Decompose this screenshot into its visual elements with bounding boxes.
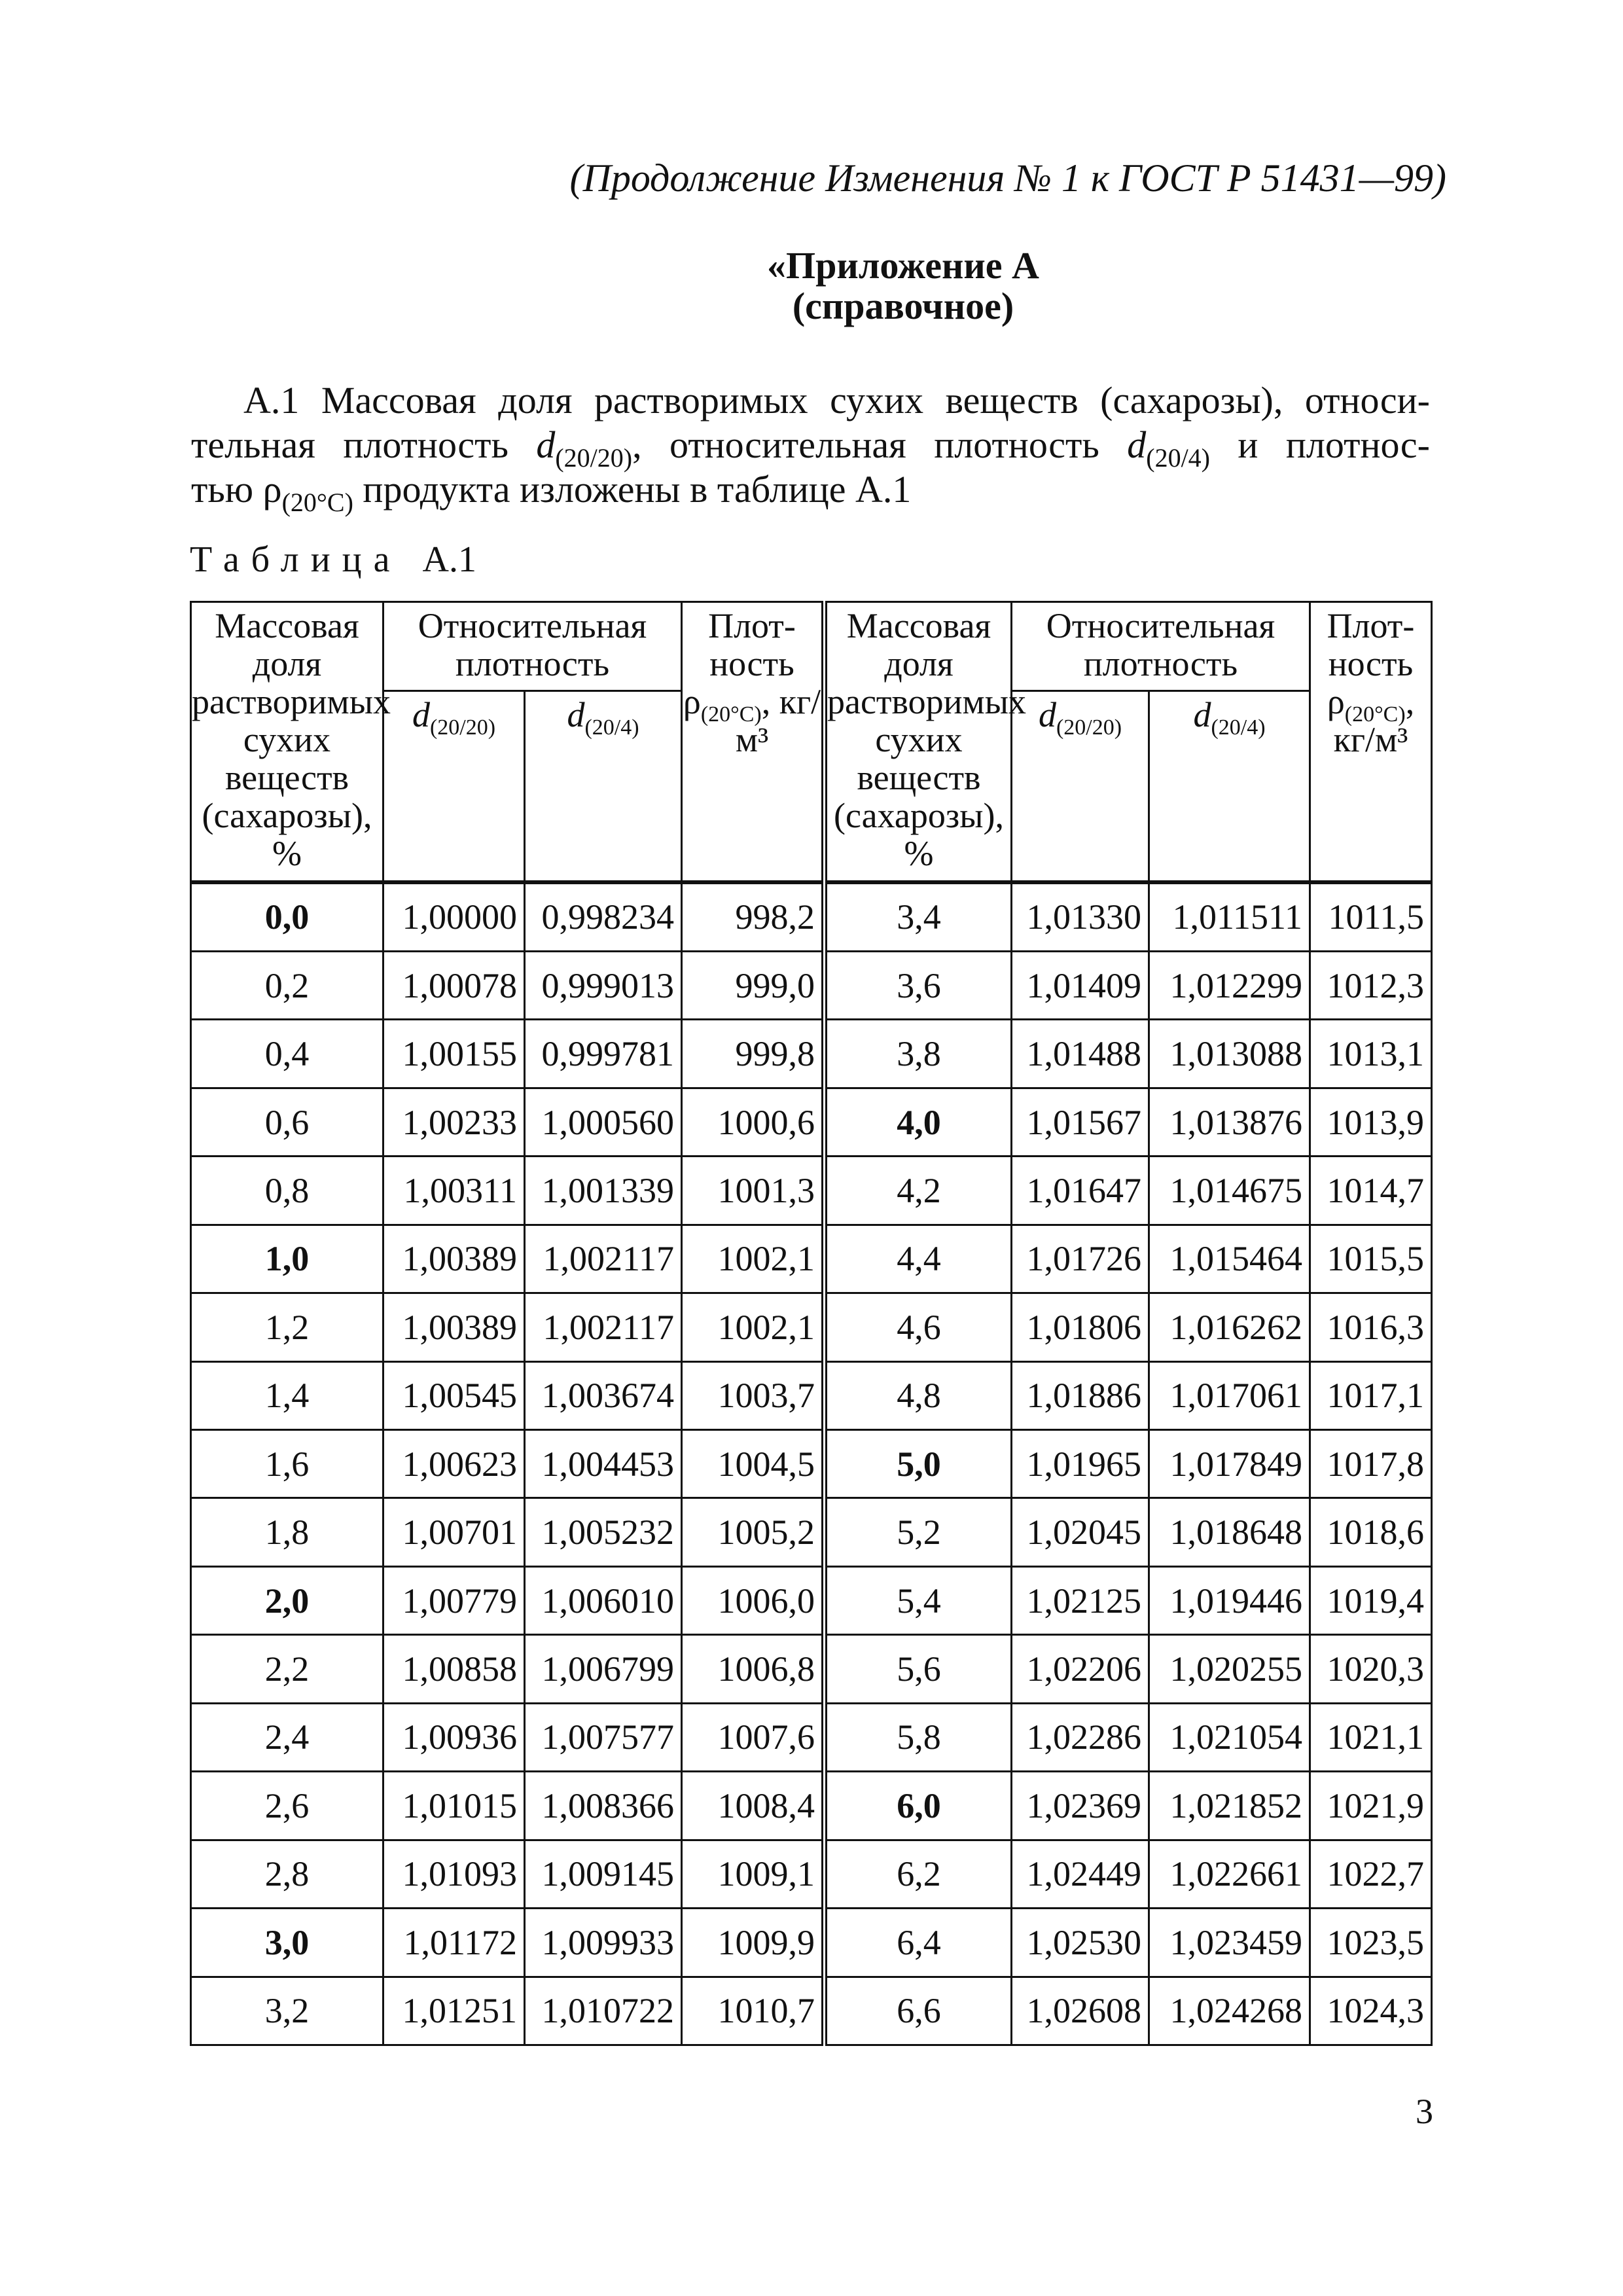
cell-d-20-20: 1,00155 — [383, 1020, 525, 1088]
cell-mass-fraction: 0,0 — [191, 882, 383, 952]
cell-mass-fraction: 0,6 — [191, 1088, 383, 1156]
cell-d-20-20: 1,00233 — [383, 1088, 525, 1156]
d-symbol: d — [567, 695, 585, 734]
cell-d-20-4: 1,017849 — [1149, 1430, 1310, 1498]
density-unit: , кг/м³ — [1333, 682, 1415, 759]
cell-d-20-20: 1,02608 — [1012, 1977, 1149, 2045]
table-row — [191, 951, 1432, 1019]
d-symbol: d — [536, 423, 556, 466]
cell-density: 1017,8 — [1310, 1430, 1432, 1498]
table-row — [191, 1772, 1432, 1840]
cell-d-20-20: 1,02045 — [1012, 1498, 1149, 1566]
cell-d-20-20: 1,01488 — [1012, 1020, 1149, 1088]
cell-mass-fraction: 6,4 — [825, 1909, 1012, 1977]
cell-mass-fraction: 4,8 — [825, 1361, 1012, 1429]
cell-d-20-4: 1,011511 — [1149, 882, 1310, 952]
cell-d-20-4: 0,998234 — [525, 882, 682, 952]
cell-d-20-4: 1,002117 — [525, 1293, 682, 1361]
cell-density: 1013,9 — [1310, 1088, 1432, 1156]
subscript: (20/4) — [1146, 443, 1211, 473]
cell-mass-fraction: 0,8 — [191, 1157, 383, 1225]
cell-d-20-20: 1,01330 — [1012, 882, 1149, 952]
cell-density: 1020,3 — [1310, 1635, 1432, 1703]
cell-density: 999,0 — [682, 951, 825, 1019]
header-mass: Массовая доля растворимых сухих веществ (сахарозы), % — [191, 602, 383, 882]
running-head: (Продолжение Изменения № 1 к ГОСТ Р 51431—99) — [569, 156, 1446, 200]
intro-line-3 — [191, 467, 1430, 517]
subscript: (20/20) — [429, 715, 496, 740]
cell-mass-fraction: 3,6 — [825, 951, 1012, 1019]
cell-density: 1006,0 — [682, 1566, 825, 1634]
table-row — [191, 1020, 1432, 1088]
subscript: (20°C) — [700, 702, 762, 726]
cell-d-20-4: 1,024268 — [1149, 1977, 1310, 2045]
cell-d-20-20: 1,00623 — [383, 1430, 525, 1498]
cell-density: 1003,7 — [682, 1361, 825, 1429]
cell-d-20-20: 1,00389 — [383, 1293, 525, 1361]
header-d-20-20 — [383, 691, 525, 882]
cell-density: 1002,1 — [682, 1225, 825, 1293]
cell-mass-fraction: 3,4 — [825, 882, 1012, 952]
cell-mass-fraction: 2,0 — [191, 1566, 383, 1634]
cell-d-20-4: 1,009933 — [525, 1909, 682, 1977]
cell-mass-fraction: 4,0 — [825, 1088, 1012, 1156]
cell-d-20-20: 1,00000 — [383, 882, 525, 952]
cell-d-20-20: 1,01965 — [1012, 1430, 1149, 1498]
cell-density: 1016,3 — [1310, 1293, 1432, 1361]
cell-density: 1001,3 — [682, 1157, 825, 1225]
table-row — [191, 1840, 1432, 1908]
header-density-unit-line — [683, 683, 821, 759]
cell-d-20-4: 1,005232 — [525, 1498, 682, 1566]
cell-d-20-20: 1,01567 — [1012, 1088, 1149, 1156]
appendix-subtitle: (справочное) — [792, 285, 1014, 327]
cell-d-20-20: 1,01251 — [383, 1977, 525, 2045]
cell-d-20-4: 1,003674 — [525, 1361, 682, 1429]
cell-density: 1008,4 — [682, 1772, 825, 1840]
table-row — [191, 1293, 1432, 1361]
header-density-label: Плот-ность — [708, 606, 796, 683]
cell-d-20-4: 1,004453 — [525, 1430, 682, 1498]
table-row — [191, 1703, 1432, 1771]
rho-symbol: ρ — [683, 682, 701, 721]
table-row — [191, 1157, 1432, 1225]
table-header — [191, 602, 1432, 882]
appendix-title — [0, 245, 1623, 327]
cell-density: 1015,5 — [1310, 1225, 1432, 1293]
d-symbol: d — [412, 695, 430, 734]
cell-d-20-4: 1,006010 — [525, 1566, 682, 1634]
cell-d-20-20: 1,02286 — [1012, 1703, 1149, 1771]
cell-d-20-20: 1,00936 — [383, 1703, 525, 1771]
cell-mass-fraction: 6,6 — [825, 1977, 1012, 2045]
cell-mass-fraction: 0,2 — [191, 951, 383, 1019]
cell-density: 1021,1 — [1310, 1703, 1432, 1771]
cell-density: 998,2 — [682, 882, 825, 952]
cell-mass-fraction: 5,4 — [825, 1566, 1012, 1634]
cell-d-20-4: 1,007577 — [525, 1703, 682, 1771]
intro-paragraph — [191, 378, 1430, 517]
cell-density: 1022,7 — [1310, 1840, 1432, 1908]
table-row — [191, 882, 1432, 952]
cell-d-20-4: 1,015464 — [1149, 1225, 1310, 1293]
cell-mass-fraction: 4,2 — [825, 1157, 1012, 1225]
cell-d-20-4: 1,000560 — [525, 1088, 682, 1156]
cell-mass-fraction: 5,6 — [825, 1635, 1012, 1703]
cell-d-20-20: 1,00858 — [383, 1635, 525, 1703]
subscript: (20/20) — [1056, 715, 1122, 740]
d-symbol: d — [1193, 695, 1211, 734]
cell-mass-fraction: 3,8 — [825, 1020, 1012, 1088]
cell-d-20-20: 1,02369 — [1012, 1772, 1149, 1840]
cell-density: 1021,9 — [1310, 1772, 1432, 1840]
cell-d-20-4: 1,022661 — [1149, 1840, 1310, 1908]
table-row — [191, 1909, 1432, 1977]
cell-d-20-20: 1,00545 — [383, 1361, 525, 1429]
cell-mass-fraction: 5,0 — [825, 1430, 1012, 1498]
cell-density: 1024,3 — [1310, 1977, 1432, 2045]
cell-d-20-4: 1,002117 — [525, 1225, 682, 1293]
cell-d-20-20: 1,00311 — [383, 1157, 525, 1225]
cell-d-20-4: 1,017061 — [1149, 1361, 1310, 1429]
cell-mass-fraction: 4,4 — [825, 1225, 1012, 1293]
cell-density: 1010,7 — [682, 1977, 825, 2045]
cell-d-20-4: 1,013088 — [1149, 1020, 1310, 1088]
cell-d-20-20: 1,02125 — [1012, 1566, 1149, 1634]
d-symbol: d — [1127, 423, 1147, 466]
table-row — [191, 1566, 1432, 1634]
cell-mass-fraction: 0,4 — [191, 1020, 383, 1088]
cell-density: 1013,1 — [1310, 1020, 1432, 1088]
cell-d-20-20: 1,01726 — [1012, 1225, 1149, 1293]
intro-line-1: А.1 Массовая доля растворимых сухих веществ (сахарозы), относи- — [243, 379, 1430, 422]
table-row — [191, 1225, 1432, 1293]
density-unit: , кг/м³ — [735, 682, 821, 759]
cell-mass-fraction: 2,8 — [191, 1840, 383, 1908]
cell-density: 1006,8 — [682, 1635, 825, 1703]
cell-mass-fraction: 3,2 — [191, 1977, 383, 2045]
cell-mass-fraction: 6,0 — [825, 1772, 1012, 1840]
header-density-2 — [1310, 602, 1432, 882]
sucrose-density-table — [190, 601, 1433, 2046]
cell-d-20-20: 1,00779 — [383, 1566, 525, 1634]
cell-d-20-4: 1,023459 — [1149, 1909, 1310, 1977]
cell-density: 1019,4 — [1310, 1566, 1432, 1634]
header-mass-2: Массовая доля растворимых сухих веществ (сахарозы), % — [825, 602, 1012, 882]
cell-d-20-20: 1,00701 — [383, 1498, 525, 1566]
cell-mass-fraction: 4,6 — [825, 1293, 1012, 1361]
cell-d-20-4: 1,021054 — [1149, 1703, 1310, 1771]
cell-d-20-4: 1,008366 — [525, 1772, 682, 1840]
cell-d-20-4: 1,019446 — [1149, 1566, 1310, 1634]
cell-d-20-4: 1,010722 — [525, 1977, 682, 2045]
table-caption-number: А.1 — [422, 539, 476, 580]
page-number: 3 — [1416, 2092, 1433, 2131]
cell-density: 1004,5 — [682, 1430, 825, 1498]
header-d-20-4-2 — [1149, 691, 1310, 882]
cell-d-20-4: 1,006799 — [525, 1635, 682, 1703]
cell-d-20-20: 1,00078 — [383, 951, 525, 1019]
appendix-title-line: «Приложение А — [767, 244, 1039, 287]
table-body — [191, 882, 1432, 2045]
table-row — [191, 1635, 1432, 1703]
cell-density: 1023,5 — [1310, 1909, 1432, 1977]
cell-d-20-20: 1,02530 — [1012, 1909, 1149, 1977]
cell-d-20-20: 1,00389 — [383, 1225, 525, 1293]
table-row — [191, 1088, 1432, 1156]
table-row — [191, 1498, 1432, 1566]
subscript: (20/4) — [584, 715, 639, 740]
header-density — [682, 602, 825, 882]
cell-mass-fraction: 1,2 — [191, 1293, 383, 1361]
cell-d-20-4: 1,020255 — [1149, 1635, 1310, 1703]
cell-mass-fraction: 1,8 — [191, 1498, 383, 1566]
cell-d-20-4: 1,012299 — [1149, 951, 1310, 1019]
table-caption-label: Таблица — [190, 539, 402, 580]
cell-d-20-20: 1,01172 — [383, 1909, 525, 1977]
cell-mass-fraction: 3,0 — [191, 1909, 383, 1977]
cell-d-20-4: 0,999781 — [525, 1020, 682, 1088]
cell-density: 1012,3 — [1310, 951, 1432, 1019]
cell-density: 1014,7 — [1310, 1157, 1432, 1225]
cell-mass-fraction: 2,2 — [191, 1635, 383, 1703]
cell-mass-fraction: 5,8 — [825, 1703, 1012, 1771]
subscript: (20°C) — [281, 488, 353, 517]
cell-d-20-4: 1,009145 — [525, 1840, 682, 1908]
cell-density: 999,8 — [682, 1020, 825, 1088]
rho-symbol: ρ — [1327, 682, 1345, 721]
cell-density: 1009,1 — [682, 1840, 825, 1908]
cell-mass-fraction: 1,6 — [191, 1430, 383, 1498]
intro-text: тью ρ — [191, 468, 282, 511]
cell-d-20-20: 1,01093 — [383, 1840, 525, 1908]
subscript: (20/20) — [555, 443, 633, 473]
cell-d-20-4: 1,016262 — [1149, 1293, 1310, 1361]
header-d-20-4 — [525, 691, 682, 882]
cell-d-20-20: 1,01886 — [1012, 1361, 1149, 1429]
cell-d-20-4: 1,014675 — [1149, 1157, 1310, 1225]
cell-density: 1007,6 — [682, 1703, 825, 1771]
cell-d-20-20: 1,01409 — [1012, 951, 1149, 1019]
cell-mass-fraction: 6,2 — [825, 1840, 1012, 1908]
subscript: (20/4) — [1211, 715, 1266, 740]
table-row — [191, 1977, 1432, 2045]
cell-density: 1000,6 — [682, 1088, 825, 1156]
cell-mass-fraction: 1,4 — [191, 1361, 383, 1429]
subscript: (20°C) — [1344, 702, 1406, 726]
cell-d-20-20: 1,01806 — [1012, 1293, 1149, 1361]
cell-d-20-20: 1,01647 — [1012, 1157, 1149, 1225]
cell-d-20-20: 1,02449 — [1012, 1840, 1149, 1908]
cell-density: 1005,2 — [682, 1498, 825, 1566]
cell-d-20-4: 1,018648 — [1149, 1498, 1310, 1566]
cell-d-20-4: 1,001339 — [525, 1157, 682, 1225]
cell-mass-fraction: 2,4 — [191, 1703, 383, 1771]
cell-d-20-20: 1,01015 — [383, 1772, 525, 1840]
cell-d-20-4: 1,021852 — [1149, 1772, 1310, 1840]
cell-density: 1018,6 — [1310, 1498, 1432, 1566]
header-relative-density-2: Относительная плотность — [1012, 602, 1310, 691]
cell-density: 1017,1 — [1310, 1361, 1432, 1429]
header-relative-density: Относительная плотность — [383, 602, 682, 691]
intro-line-2 — [191, 423, 1430, 473]
cell-d-20-4: 1,013876 — [1149, 1088, 1310, 1156]
intro-text: тельная плотность — [191, 423, 537, 466]
d-symbol: d — [1038, 695, 1056, 734]
cell-density: 1002,1 — [682, 1293, 825, 1361]
cell-d-20-20: 1,02206 — [1012, 1635, 1149, 1703]
intro-text: , относительная плотность — [632, 423, 1128, 466]
table-row — [191, 1430, 1432, 1498]
cell-mass-fraction: 2,6 — [191, 1772, 383, 1840]
table-caption — [190, 539, 476, 581]
intro-text: и плотнос- — [1210, 423, 1430, 466]
cell-mass-fraction: 1,0 — [191, 1225, 383, 1293]
cell-density: 1011,5 — [1310, 882, 1432, 952]
cell-density: 1009,9 — [682, 1909, 825, 1977]
header-density-unit-line — [1311, 683, 1431, 759]
intro-text: продукта изложены в таблице А.1 — [353, 468, 912, 511]
cell-d-20-4: 0,999013 — [525, 951, 682, 1019]
table-row — [191, 1361, 1432, 1429]
cell-mass-fraction: 5,2 — [825, 1498, 1012, 1566]
header-d-20-20-2 — [1012, 691, 1149, 882]
header-density-label: Плот-ность — [1327, 606, 1415, 683]
